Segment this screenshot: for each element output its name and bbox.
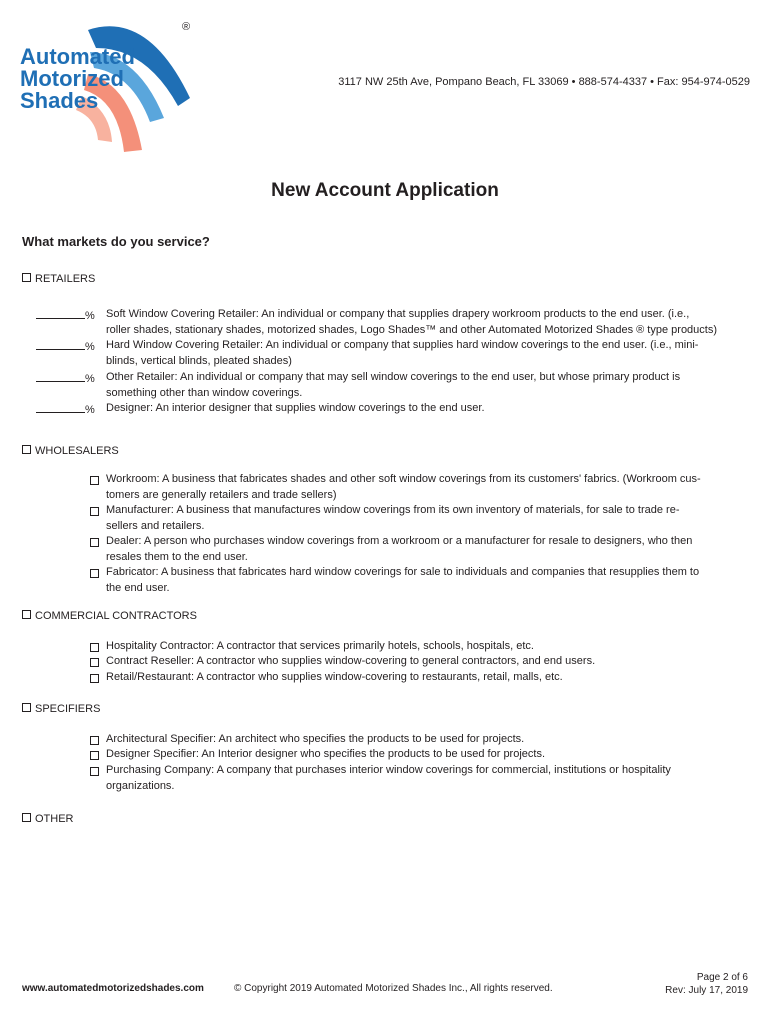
retailer-hard-desc: Hard Window Covering Retailer: An individual or company that supplies hard window coverings to the end user. (i.e., mini- blinds, vertical blinds, pleated shades) <box>106 339 699 367</box>
architectural-desc: Architectural Specifier: An architect who specifies the products to be used for projects. <box>106 733 525 745</box>
fabricator-checkbox[interactable] <box>90 569 99 578</box>
percent-input-soft[interactable] <box>36 309 85 319</box>
markets-question: What markets do you service? <box>22 234 210 249</box>
commercial-label: COMMERCIAL CONTRACTORS <box>35 610 197 622</box>
company-address: 3117 NW 25th Ave, Pompano Beach, FL 33069 • 888-574-4337 • Fax: 954-974-0529 <box>338 76 750 88</box>
purchasing-checkbox[interactable] <box>90 767 99 776</box>
retailers-label: RETAILERS <box>35 273 96 285</box>
retail-restaurant-desc: Retail/Restaurant: A contractor who supplies window-covering to restaurants, retail, malls, etc. <box>106 671 563 683</box>
dealer-checkbox[interactable] <box>90 538 99 547</box>
specifiers-checkbox[interactable] <box>22 703 31 712</box>
retailer-other-desc: Other Retailer: An individual or company that may sell window coverings to the end user, but whose primary product is something other than window coverings. <box>106 371 681 399</box>
commercial-category <box>22 610 197 622</box>
footer-copyright: © Copyright 2019 Automated Motorized Shades Inc., All rights reserved. <box>234 983 553 994</box>
workroom-desc: Workroom: A business that fabricates shades and other soft window coverings from its customers' fabrics. (Workroom cus- tomers are generally retailers and trade sellers) <box>106 473 701 501</box>
retailer-hard-percent: % <box>36 340 95 353</box>
other-label: OTHER <box>35 813 74 825</box>
page-title: New Account Application <box>271 180 499 201</box>
logo-registered-mark: ® <box>182 21 191 33</box>
percent-input-other[interactable] <box>36 372 85 382</box>
percent-input-designer[interactable] <box>36 403 85 413</box>
wholesalers-label: WHOLESALERS <box>35 445 119 457</box>
retailer-other-percent: % <box>36 372 95 385</box>
fabricator-desc: Fabricator: A business that fabricates hard window coverings for sale to individuals and companies that resupplies them to the end user. <box>106 566 700 594</box>
logo-text-line-1: Automated <box>20 44 135 69</box>
logo-text-line-2: Motorized <box>20 66 124 91</box>
revision-date: Rev: July 17, 2019 <box>665 985 748 996</box>
retailers-checkbox[interactable] <box>22 273 31 282</box>
wholesalers-checkbox[interactable] <box>22 445 31 454</box>
architectural-checkbox[interactable] <box>90 736 99 745</box>
footer-website-link[interactable]: www.automatedmotorizedshades.com <box>22 983 204 994</box>
percent-input-hard[interactable] <box>36 340 85 350</box>
dealer-desc: Dealer: A person who purchases window coverings from a workroom or a manufacturer for resale to designers, who then resales them to the end user. <box>106 535 693 563</box>
designer-specifier-checkbox[interactable] <box>90 751 99 760</box>
retailer-soft-desc: Soft Window Covering Retailer: An individual or company that supplies drapery workroom products to the end user. (i.e., roller shades, stationary shades, motorized shades, Logo Shades™ and other Automated Motorized Shades ® type products) <box>106 308 718 336</box>
retailer-designer-desc: Designer: An interior designer that supplies window coverings to the end user. <box>106 402 485 414</box>
other-category <box>22 813 74 825</box>
page-number: Page 2 of 6 <box>696 972 748 983</box>
hospitality-checkbox[interactable] <box>90 643 99 652</box>
manufacturer-checkbox[interactable] <box>90 507 99 516</box>
retailer-designer-percent: % <box>36 403 95 416</box>
contract-reseller-checkbox[interactable] <box>90 658 99 667</box>
purchasing-desc: Purchasing Company: A company that purchases interior window coverings for commercial, institutions or hospitality organizations. <box>106 764 671 792</box>
workroom-checkbox[interactable] <box>90 476 99 485</box>
hospitality-desc: Hospitality Contractor: A contractor that services primarily hotels, schools, hospitals, etc. <box>106 640 534 652</box>
retailers-category <box>22 273 95 285</box>
company-logo <box>18 18 198 158</box>
commercial-checkbox[interactable] <box>22 610 31 619</box>
designer-specifier-desc: Designer Specifier: An Interior designer who specifies the products to be used for projects. <box>106 748 546 760</box>
other-checkbox[interactable] <box>22 813 31 822</box>
specifiers-label: SPECIFIERS <box>35 703 101 715</box>
wholesalers-category <box>22 445 119 457</box>
retailer-soft-percent: % <box>36 309 95 322</box>
manufacturer-desc: Manufacturer: A business that manufactures window coverings from its own inventory of materials, for sale to trade re- sellers and retailers. <box>106 504 680 532</box>
footer-page-info <box>665 971 748 997</box>
specifiers-category <box>22 703 100 715</box>
retail-restaurant-checkbox[interactable] <box>90 674 99 683</box>
contract-reseller-desc: Contract Reseller: A contractor who supplies window-covering to general contractors, and end users. <box>106 655 596 667</box>
logo-text-line-3: Shades <box>20 88 99 113</box>
